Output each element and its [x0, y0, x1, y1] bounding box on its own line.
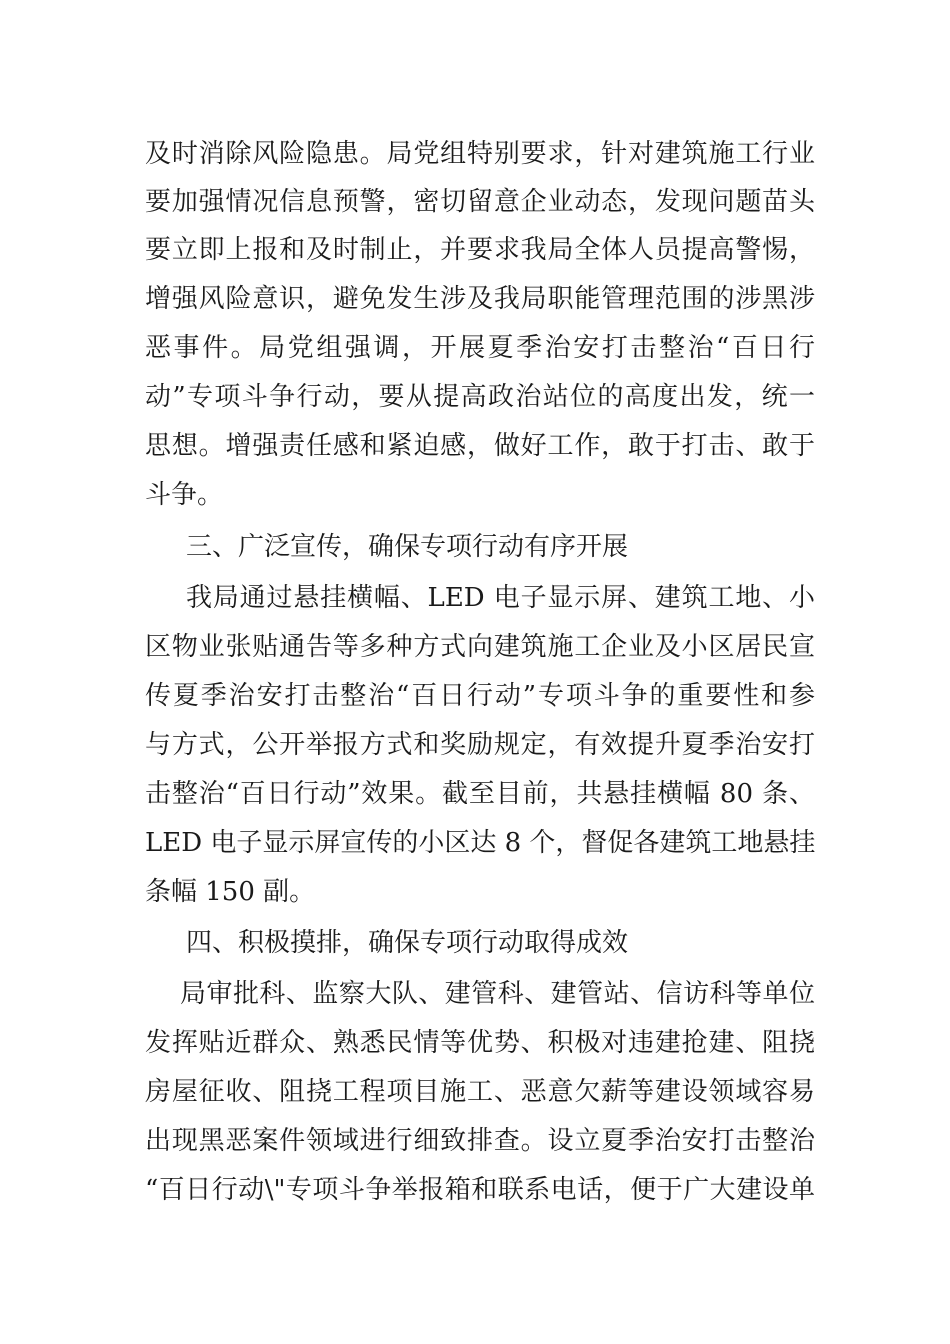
- paragraph-line: 要加强情况信息预警，密切留意企业动态，发现问题苗头: [145, 187, 815, 217]
- paragraph-line: 我局通过悬挂横幅、LED 电子显示屏、建筑工地、小: [186, 583, 815, 613]
- paragraph-line: 增强风险意识，避免发生涉及我局职能管理范围的涉黑涉: [145, 284, 815, 314]
- paragraph-line: “百日行动\"专项斗争举报箱和联系电话，便于广大建设单: [145, 1175, 815, 1205]
- paragraph-line: 条幅 150 副。: [145, 877, 316, 907]
- paragraph-line: 思想。增强责任感和紧迫感，做好工作，敢于打击、敢于: [145, 431, 815, 461]
- paragraph-line: 恶事件。局党组强调，开展夏季治安打击整治“百日行: [145, 333, 815, 363]
- paragraph-line: 发挥贴近群众、熟悉民情等优势、积极对违建抢建、阻挠: [145, 1028, 815, 1058]
- paragraph-line: 斗争。: [145, 480, 224, 510]
- paragraph-line: 要立即上报和及时制止，并要求我局全体人员提高警惕，: [145, 235, 815, 265]
- paragraph-line: 出现黑恶案件领域进行细致排查。设立夏季治安打击整治: [145, 1126, 815, 1156]
- paragraph-line: 房屋征收、阻挠工程项目施工、恶意欠薪等建设领域容易: [145, 1077, 815, 1107]
- paragraph-line: 传夏季治安打击整治“百日行动”专项斗争的重要性和参: [145, 681, 815, 711]
- paragraph-line: 动”专项斗争行动，要从提高政治站位的高度出发，统一: [145, 382, 815, 412]
- section-heading: 三、广泛宣传，确保专项行动有序开展: [186, 532, 629, 562]
- paragraph-line: 与方式，公开举报方式和奖励规定，有效提升夏季治安打: [145, 730, 815, 760]
- paragraph-line: 及时消除风险隐患。局党组特别要求，针对建筑施工行业: [145, 139, 815, 169]
- paragraph-line: 击整治“百日行动”效果。截至目前，共悬挂横幅 80 条、: [145, 779, 815, 809]
- section-heading: 四、积极摸排，确保专项行动取得成效: [186, 928, 629, 958]
- paragraph-line: 区物业张贴通告等多种方式向建筑施工企业及小区居民宣: [145, 632, 815, 662]
- paragraph-line: LED 电子显示屏宣传的小区达 8 个，督促各建筑工地悬挂: [145, 828, 816, 858]
- paragraph-line: 局审批科、监察大队、建管科、建管站、信访科等单位: [180, 979, 815, 1009]
